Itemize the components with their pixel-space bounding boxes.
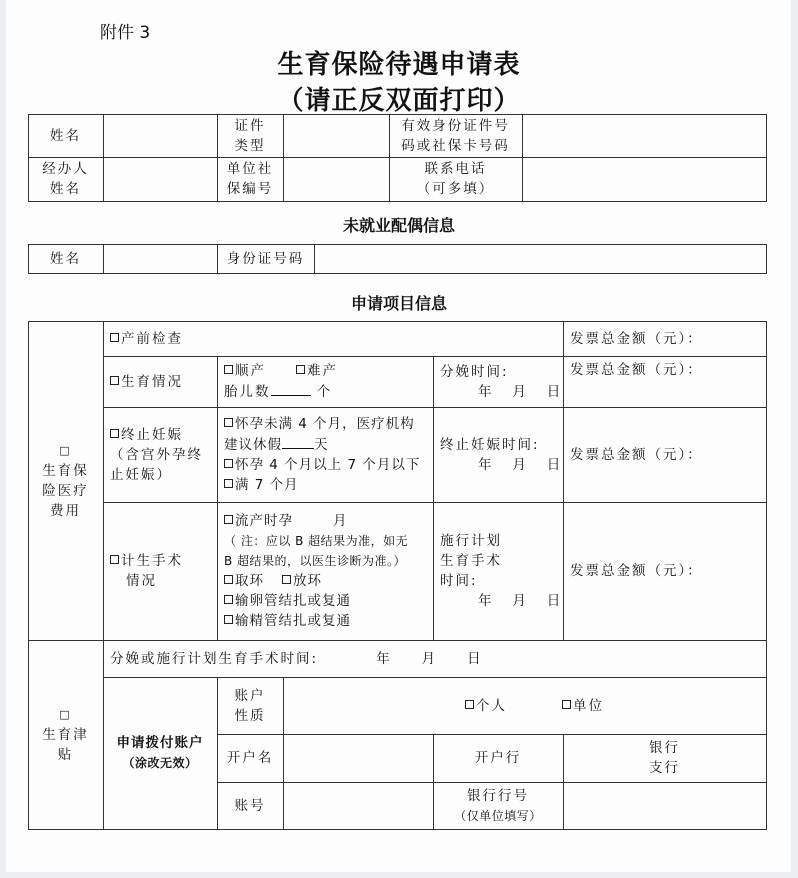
holder-label: 开户名 — [226, 750, 274, 766]
family-planning-options: 流产时孕 月 （ 注：应以 B 超结果为准，如无 B 超结果的，以医生诊断为准。） 取环 放环 输卵管结扎或复通 输精管结扎或复通 — [224, 513, 409, 629]
termination-checkbox-item[interactable]: 终止妊娠 （含宫外孕终 止妊娠） — [110, 426, 203, 483]
spouse-name-field[interactable] — [104, 245, 216, 272]
bank-code-field[interactable] — [564, 783, 765, 828]
subsidy-group-checkbox[interactable]: □ — [59, 707, 72, 721]
unit-code-label: 单位社 保编号 — [226, 161, 274, 197]
vasectomy-checkbox[interactable] — [224, 615, 233, 624]
spouse-name-label: 姓名 — [50, 250, 81, 267]
family-planning-time: 施行计划 生育手术 时间: 年 月 日 — [440, 533, 563, 609]
difficult-birth-checkbox[interactable] — [296, 365, 305, 374]
medical-group-checkbox[interactable]: □ — [59, 443, 72, 457]
id-type-field[interactable] — [284, 115, 388, 156]
family-planning-checkbox-item[interactable]: 计生手术 情况 — [103, 502, 217, 640]
id-number-label: 有效身份证件号 码或社保卡号码 — [401, 117, 510, 154]
account-no-label: 账号 — [234, 797, 266, 814]
insert-ring-checkbox[interactable] — [282, 575, 291, 584]
phone-label: 联系电话 （可多填） — [416, 161, 495, 197]
birth-invoice-label: 发票总金额（元）： — [570, 362, 703, 378]
phone-field[interactable] — [523, 158, 765, 200]
account-type-label: 账户 性质 — [234, 687, 266, 724]
name-field[interactable] — [104, 115, 216, 156]
medical-group-label[interactable]: □ 生育保 险医疗 费用 — [28, 321, 103, 640]
birth-time: 分娩时间: 年 月 日 — [440, 363, 563, 400]
spouse-id-field[interactable] — [315, 245, 765, 272]
form-title: 生育保险待遇申请表 — [277, 50, 521, 80]
agent-name-label: 经办人 姓名 — [42, 161, 89, 197]
attachment-label: 附件 3 — [100, 23, 151, 43]
id-number-field[interactable] — [523, 115, 765, 156]
spouse-section-title: 未就业配偶信息 — [342, 216, 455, 235]
checkbox-icon[interactable] — [110, 555, 119, 564]
account-no-field[interactable] — [284, 783, 432, 828]
account-label: 申请拨付账户 （涂改无效） — [116, 735, 204, 770]
prenatal-invoice-label: 发票总金额（元）： — [570, 330, 703, 347]
abortion-checkbox[interactable] — [224, 515, 233, 524]
application-section-title: 申请项目信息 — [350, 294, 447, 313]
form-subtitle: （请正反双面打印） — [277, 86, 521, 116]
unit-account-checkbox[interactable] — [562, 700, 571, 709]
bank-field[interactable]: 银行 支行 — [649, 740, 680, 776]
bank-label: 开户行 — [474, 750, 522, 766]
4-to-7-months-checkbox[interactable] — [224, 459, 233, 468]
personal-account-checkbox[interactable] — [465, 700, 474, 709]
checkbox-icon[interactable] — [110, 429, 119, 438]
remove-ring-checkbox[interactable] — [224, 575, 233, 584]
birth-type-options: 顺产 难产 胎儿数 个 — [224, 363, 338, 400]
prenatal-checkbox-item[interactable]: 产前检查 — [103, 321, 563, 356]
family-planning-invoice-label: 发票总金额（元）： — [570, 563, 703, 579]
fetus-count-input[interactable] — [271, 381, 311, 396]
ultrasound-note: （ 注：应以 B 超结果为准，如无 — [224, 534, 409, 548]
leave-days-input[interactable] — [282, 434, 314, 449]
termination-options: 怀孕未满 4 个月，医疗机构 建议休假 天 怀孕 4 个月以上 7 个月以下 满 7 个月 — [224, 416, 421, 493]
termination-invoice-label: 发票总金额（元）： — [570, 446, 703, 463]
bank-code-label: 银行行号 （仅单位填写） — [454, 787, 542, 823]
holder-field[interactable] — [284, 735, 432, 781]
account-type-options: 个人 单位 — [283, 677, 766, 734]
checkbox-icon[interactable] — [110, 376, 119, 385]
under-4-months-checkbox[interactable] — [224, 418, 233, 427]
subsidy-time: 分娩或施行计划生育手术时间: 年 月 日 — [110, 650, 483, 667]
subsidy-group-label[interactable]: □ 生育津 贴 — [28, 640, 103, 829]
checkbox-icon[interactable] — [110, 333, 119, 342]
birth-checkbox-item[interactable]: 生育情况 — [103, 356, 217, 407]
id-type-label: 证件 类型 — [234, 117, 266, 154]
tubal-ligation-checkbox[interactable] — [224, 595, 233, 604]
name-label: 姓名 — [50, 127, 81, 144]
termination-time: 终止妊娠时间: 年 月 日 — [440, 436, 563, 473]
unit-code-field[interactable] — [284, 158, 388, 200]
agent-name-field[interactable] — [104, 158, 216, 200]
spouse-id-label: 身份证号码 — [226, 250, 305, 267]
over-7-months-checkbox[interactable] — [224, 479, 233, 488]
normal-birth-checkbox[interactable] — [224, 365, 233, 374]
